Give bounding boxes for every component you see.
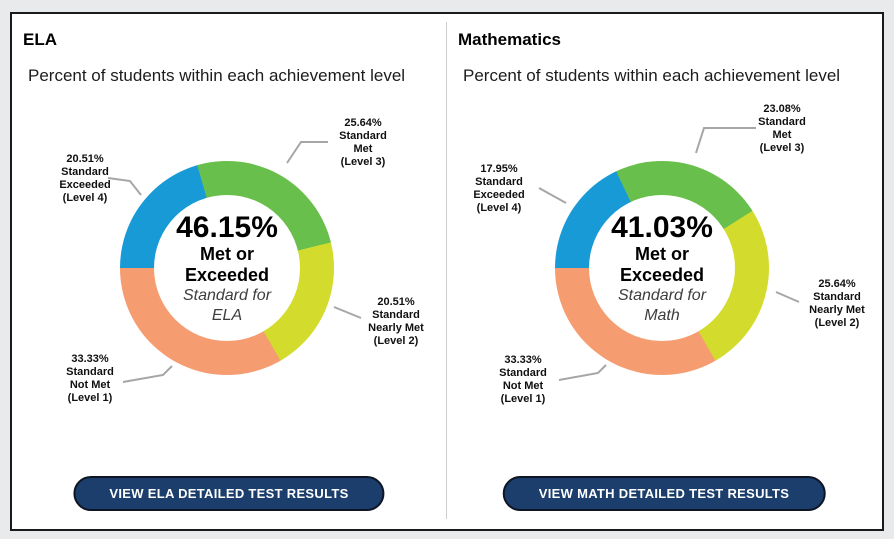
center-line: ELA — [211, 306, 243, 324]
callout-standard-not-met — [42, 353, 138, 405]
callout-line: Exceeded — [473, 189, 525, 201]
callout-line: Standard — [372, 309, 420, 321]
math-panel — [447, 14, 881, 529]
callout-line: 23.08% — [763, 103, 801, 115]
callout-line: 25.64% — [344, 117, 382, 129]
callout-line: 33.33% — [504, 354, 542, 366]
callout-line: 17.95% — [480, 163, 518, 175]
center-line: Standard for — [182, 286, 272, 304]
met-or-exceeded-percent: 41.03% — [611, 210, 713, 244]
callout-line: (Level 2) — [814, 317, 860, 329]
callout-line: Not Met — [502, 380, 544, 392]
panel-title-ela: ELA — [23, 30, 57, 49]
donut-center-summary — [555, 161, 769, 375]
callout-line: Nearly Met — [809, 304, 865, 316]
panel-title-math: Mathematics — [458, 30, 561, 49]
callout-standard-exceeded — [37, 153, 133, 205]
center-line: Met or — [200, 243, 254, 264]
panel-subtitle-math: Percent of students within each achievement level — [463, 66, 841, 85]
callout-line: (Level 3) — [759, 142, 805, 154]
callout-line: 33.33% — [71, 353, 109, 365]
ela-donut-chart — [120, 161, 334, 375]
callout-line: Met — [772, 129, 792, 141]
view-ela-detailed-test-results-button[interactable]: VIEW ELA DETAILED TEST RESULTS — [73, 476, 384, 511]
callout-line: (Level 4) — [476, 202, 522, 214]
callout-line: Standard — [66, 366, 114, 378]
callout-standard-not-met — [475, 354, 571, 406]
math-donut-chart — [555, 161, 769, 375]
view-math-detailed-test-results-button[interactable]: VIEW MATH DETAILED TEST RESULTS — [503, 476, 826, 511]
callout-standard-nearly-met — [348, 296, 444, 348]
results-board — [10, 12, 884, 531]
callout-line: Standard — [758, 116, 806, 128]
callout-line: Standard — [339, 130, 387, 142]
callout-line: Not Met — [69, 379, 111, 391]
callout-line: Standard — [813, 291, 861, 303]
callout-line: 25.64% — [818, 278, 856, 290]
callout-line: (Level 3) — [340, 156, 386, 168]
callout-line: (Level 4) — [62, 192, 108, 204]
callout-line: 20.51% — [66, 153, 104, 165]
callout-standard-met — [734, 103, 830, 155]
callout-standard-met — [315, 117, 411, 169]
callout-standard-exceeded — [451, 163, 547, 215]
callout-line: Exceeded — [59, 179, 111, 191]
callout-line: Standard — [499, 367, 547, 379]
callout-line: (Level 2) — [373, 335, 419, 347]
center-line: Exceeded — [619, 264, 705, 285]
met-or-exceeded-percent: 46.15% — [176, 210, 278, 244]
callout-line: (Level 1) — [500, 393, 546, 405]
callout-line: Standard — [475, 176, 523, 188]
center-line: Met or — [635, 243, 689, 264]
callout-line: Met — [353, 143, 373, 155]
center-line: Exceeded — [184, 264, 270, 285]
callout-line: 20.51% — [377, 296, 415, 308]
callout-line: (Level 1) — [67, 392, 113, 404]
donut-center-summary — [120, 161, 334, 375]
callout-standard-nearly-met — [789, 278, 885, 330]
center-line: Standard for — [617, 286, 707, 304]
panel-subtitle-ela: Percent of students within each achievement level — [28, 66, 406, 85]
callout-line: Standard — [61, 166, 109, 178]
center-line: Math — [644, 306, 680, 324]
ela-panel — [12, 14, 446, 529]
callout-line: Nearly Met — [368, 322, 424, 334]
